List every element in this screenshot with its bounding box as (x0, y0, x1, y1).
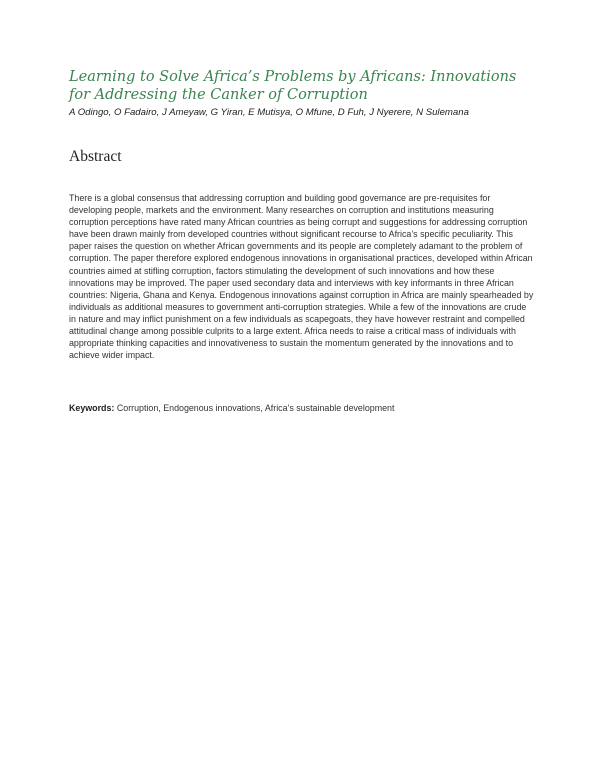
keywords-label: Keywords: (69, 403, 115, 413)
abstract-heading: Abstract (69, 148, 122, 165)
keywords-line (69, 402, 539, 414)
paper-title: Learning to Solve Africa’s Problems by Africans: Innovations for Addressing the Canker of Corruption (69, 69, 517, 103)
keywords-text: Corruption, Endogenous innovations, Africa’s sustainable development (116, 403, 395, 413)
author-list: A Odingo, O Fadairo, J Ameyaw, G Yiran, E Mutisya, O Mfune, D Fuh, J Nyerere, N Sulemana (69, 107, 469, 118)
abstract-text: There is a global consensus that addressing corruption and building good governance are pre-requisites for developing people, markets and the environment. Many researches on corruption and institutions measuring corruption perceptions have rated many African countries as being corrupt and suggestions for addressing corruption have been drawn mainly from developed countries without significant recourse to Africa’s specific peculiarity. This paper raises the question on whether African governments and its people are completely adamant to the problem of corruption. The paper therefore explored endogenous innovations in organisational practices, developed within African countries aimed at stifling corruption, factors stimulating the development of such innovations and how these innovations may be improved. The paper used secondary data and interviews with key informants in three African countries: Nigeria, Ghana and Kenya. Endogenous innovations against corruption in Africa are mainly spearheaded by individuals as additional measures to government anti-corruption strategies. While a few of the innovations are crude in nature and may inflict punishment on a few individuals as scapegoats, they have however restraint and compelled attitudinal change among possible culprits to a large extent. Africa needs to raise a critical mass of individuals with appropriate thinking capacities and innovativeness to sustain the momentum generated by the innovations and to achieve wider impact. (69, 193, 534, 361)
